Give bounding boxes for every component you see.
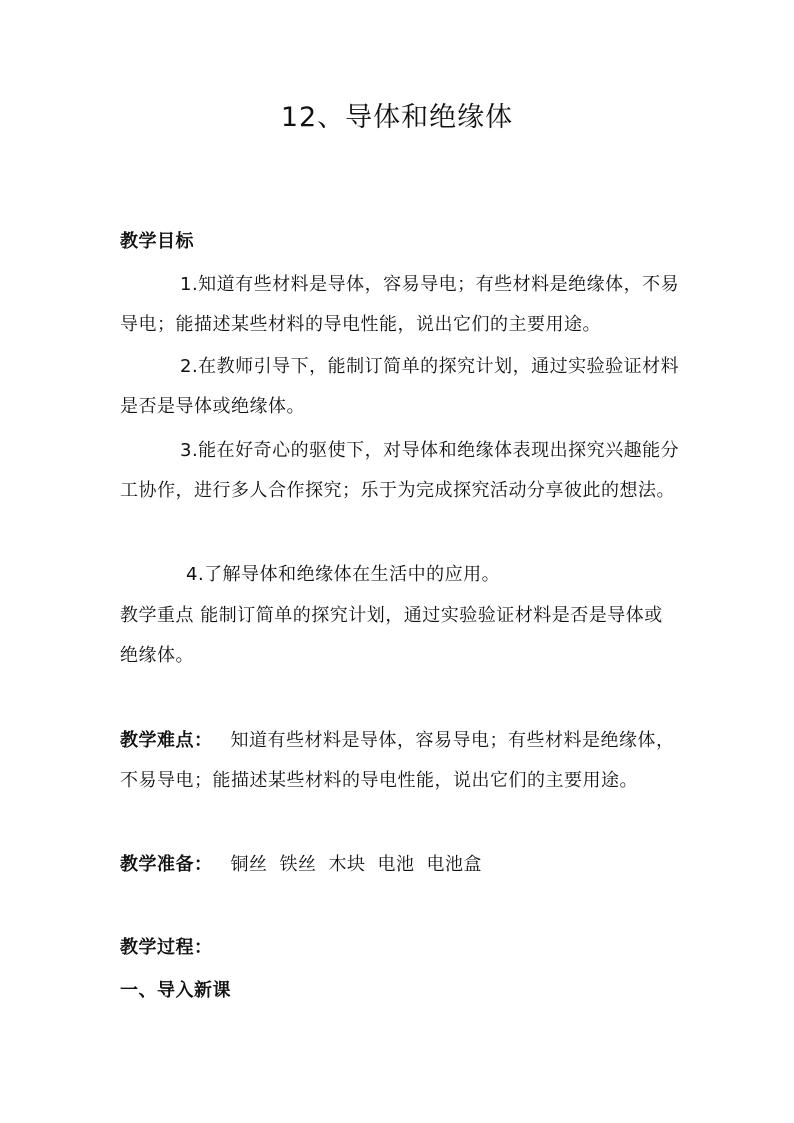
key-point-paragraph bbox=[120, 596, 680, 676]
key-point-text: 能制订简单的探究计划，通过实验验证材料是否是导体或绝缘体。 bbox=[120, 605, 663, 666]
difficulty-paragraph bbox=[120, 721, 680, 801]
preparation-item: 铁丝 bbox=[279, 854, 317, 875]
preparation-item: 木块 bbox=[328, 854, 366, 875]
process-heading: 教学过程： bbox=[120, 937, 213, 958]
preparation-item: 电池 bbox=[377, 854, 415, 875]
difficulty-text: 知道有些材料是导体，容易导电；有些材料是绝缘体，不易导电；能描述某些材料的导电性能，说出它们的主要用途。 bbox=[120, 730, 675, 791]
key-point-label: 教学重点 bbox=[120, 605, 194, 626]
preparation-item: 电池盒 bbox=[426, 854, 482, 875]
objective-item-1: 1.知道有些材料是导体，容易导电；有些材料是绝缘体，不易导电；能描述某些材料的导电性能，说出它们的主要用途。 bbox=[120, 274, 680, 335]
preparation-label: 教学准备： bbox=[120, 854, 213, 875]
difficulty-label: 教学难点： bbox=[120, 730, 213, 751]
objective-item-2: 2.在教师引导下，能制订简单的探究计划，通过实验验证材料是否是导体或绝缘体。 bbox=[120, 356, 680, 417]
objective-item-4: 4.了解导体和绝缘体在生活中的应用。 bbox=[186, 564, 501, 585]
page-title: 12、导体和绝缘体 bbox=[280, 102, 514, 133]
objectives-heading: 教学目标 bbox=[120, 231, 194, 252]
preparation-item: 铜丝 bbox=[230, 854, 268, 875]
section-heading-1: 一、导入新课 bbox=[120, 980, 231, 1001]
objective-item-3: 3.能在好奇心的驱使下，对导体和绝缘体表现出探究兴趣能分工协作，进行多人合作探究；乐于为完成探究活动分享彼此的想法。 bbox=[120, 440, 680, 501]
preparation-paragraph bbox=[120, 845, 680, 885]
